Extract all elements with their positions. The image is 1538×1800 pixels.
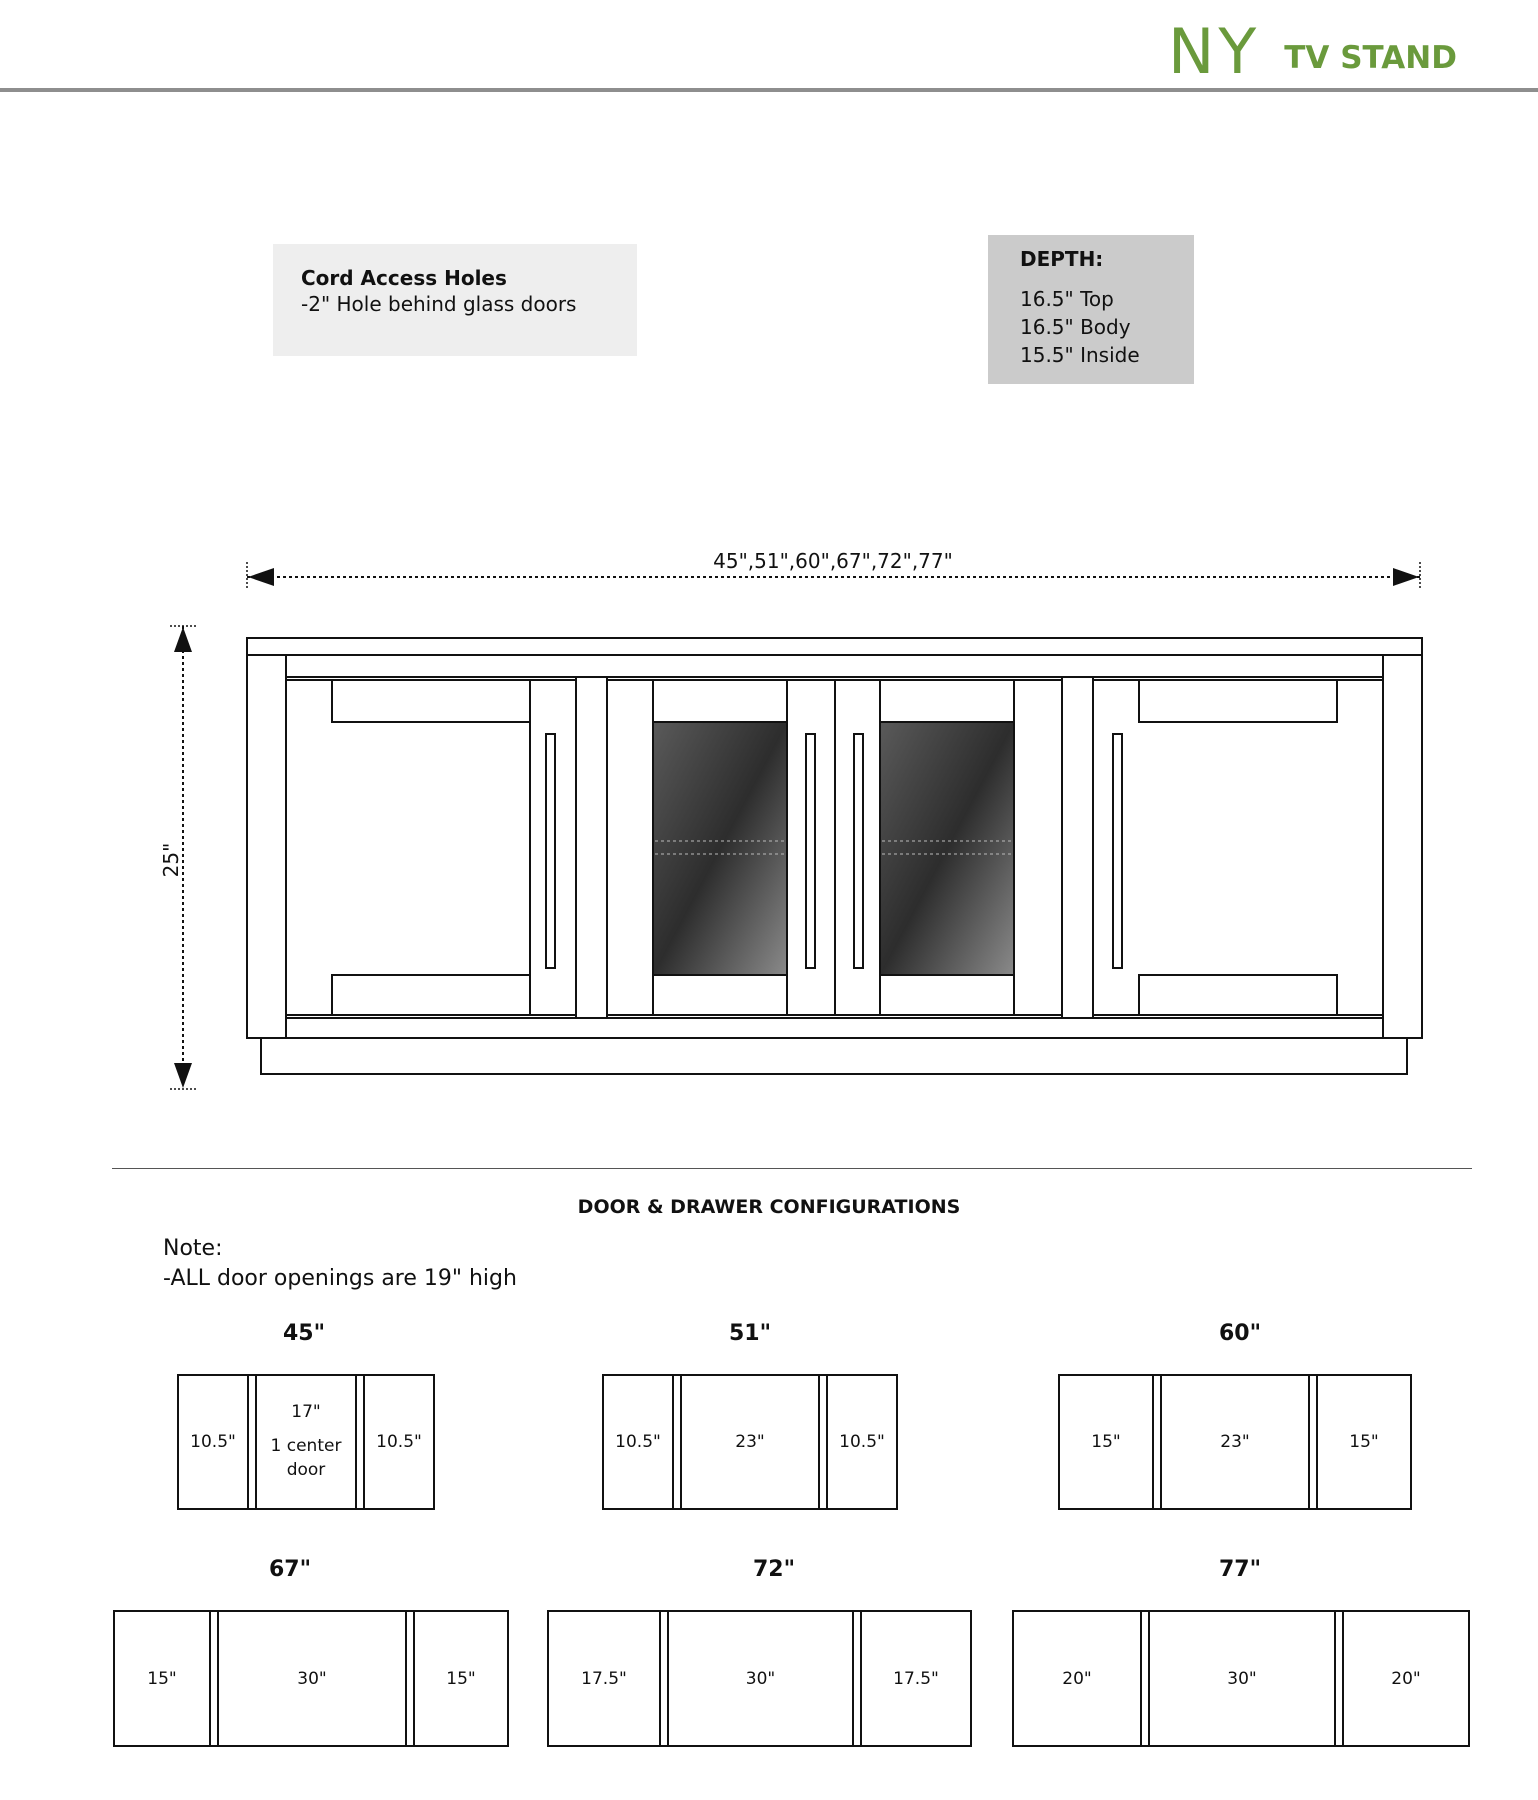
glass-door-center-left	[607, 680, 835, 1015]
depth-top: 16.5" Top	[1020, 287, 1114, 311]
config-67-diagram	[113, 1610, 509, 1747]
depth-inside: 15.5" Inside	[1020, 343, 1140, 367]
config-45-left: 10.5"	[190, 1432, 236, 1452]
config-72-left: 17.5"	[581, 1668, 627, 1689]
cabinet	[247, 638, 1422, 1074]
config-67-center: 30"	[297, 1668, 327, 1689]
center-divider-left	[576, 677, 607, 1018]
config-77-diagram	[1012, 1610, 1470, 1747]
config-72-diagram	[547, 1610, 972, 1747]
cabinet-top-rail	[286, 655, 1383, 677]
config-45-center-note: 1 center door	[270, 1436, 342, 1480]
door-handle	[546, 734, 555, 968]
config-72-right: 17.5"	[893, 1668, 939, 1689]
config-77-right: 20"	[1391, 1668, 1421, 1689]
config-45-right: 10.5"	[376, 1432, 422, 1452]
config-67-left: 15"	[147, 1668, 177, 1689]
glass-door-center-right	[835, 680, 1062, 1015]
config-51-center: 23"	[735, 1432, 765, 1452]
config-60-left: 15"	[1091, 1432, 1121, 1452]
arrow-right-icon	[1393, 568, 1419, 586]
config-separator	[1308, 1376, 1318, 1508]
door-right	[1093, 680, 1383, 1015]
config-45-label: 45"	[282, 1321, 326, 1346]
config-51-right: 10.5"	[839, 1432, 885, 1452]
config-separator	[818, 1376, 828, 1508]
height-label: 25"	[159, 842, 183, 878]
note-text: -ALL door openings are 19" high	[163, 1266, 517, 1291]
brand-logo	[1168, 15, 1457, 88]
config-separator	[1334, 1612, 1344, 1745]
cabinet-bottom-rail	[286, 1018, 1383, 1038]
cabinet-left-leg	[247, 655, 286, 1038]
door-handle	[1113, 734, 1122, 968]
door-handle	[806, 734, 815, 968]
config-separator	[1140, 1612, 1150, 1745]
config-60-right: 15"	[1349, 1432, 1379, 1452]
config-72-label: 72"	[752, 1557, 796, 1582]
config-67-label: 67"	[268, 1557, 312, 1582]
width-label: 45",51",60",67",72",77"	[713, 549, 953, 573]
cabinet-top	[247, 638, 1422, 655]
config-77-center: 30"	[1227, 1668, 1257, 1689]
cabinet-right-leg	[1383, 655, 1422, 1038]
depth-box	[988, 235, 1194, 384]
config-separator	[659, 1612, 669, 1745]
config-77-left: 20"	[1062, 1668, 1092, 1689]
note	[163, 1234, 517, 1294]
height-dimension	[159, 626, 197, 1089]
config-45-diagram	[177, 1374, 435, 1510]
config-51-diagram	[602, 1374, 898, 1510]
note-title: Note:	[163, 1236, 223, 1261]
config-67-right: 15"	[446, 1668, 476, 1689]
section-divider	[112, 1168, 1472, 1169]
depth-list	[1020, 285, 1140, 369]
config-45-center-size: 17"	[291, 1402, 321, 1422]
brand-name: NY	[1168, 15, 1261, 88]
config-separator	[247, 1376, 257, 1508]
cord-access-text: -2" Hole behind glass doors	[301, 292, 577, 316]
cord-access-title: Cord Access Holes	[301, 266, 507, 290]
tv-stand-front-view	[0, 540, 1538, 1100]
config-51-label: 51"	[728, 1321, 772, 1346]
arrow-up-icon	[174, 627, 192, 652]
config-77-label: 77"	[1218, 1557, 1262, 1582]
config-separator	[405, 1612, 415, 1745]
cord-access-box	[273, 244, 637, 356]
door-left	[286, 680, 576, 1015]
config-51-left: 10.5"	[615, 1432, 661, 1452]
header-divider	[0, 88, 1538, 92]
door-handle	[854, 734, 863, 968]
config-72-center: 30"	[745, 1668, 776, 1689]
glass-panel	[653, 722, 787, 975]
config-separator	[1152, 1376, 1162, 1508]
width-dimension	[247, 549, 1420, 590]
config-separator	[852, 1612, 862, 1745]
depth-title: DEPTH:	[1020, 247, 1104, 271]
arrow-down-icon	[174, 1063, 192, 1088]
glass-panel	[880, 722, 1014, 975]
config-60-diagram	[1058, 1374, 1412, 1510]
cabinet-base	[261, 1038, 1407, 1074]
config-separator	[355, 1376, 365, 1508]
center-divider-right	[1062, 677, 1093, 1018]
config-60-center: 23"	[1220, 1432, 1250, 1452]
arrow-left-icon	[248, 568, 274, 586]
configurations-title: DOOR & DRAWER CONFIGURATIONS	[577, 1196, 961, 1218]
config-45-center	[257, 1376, 355, 1508]
config-separator	[209, 1612, 219, 1745]
config-separator	[672, 1376, 682, 1508]
config-60-label: 60"	[1218, 1321, 1262, 1346]
depth-body: 16.5" Body	[1020, 315, 1131, 339]
product-name: TV STAND	[1284, 40, 1457, 76]
